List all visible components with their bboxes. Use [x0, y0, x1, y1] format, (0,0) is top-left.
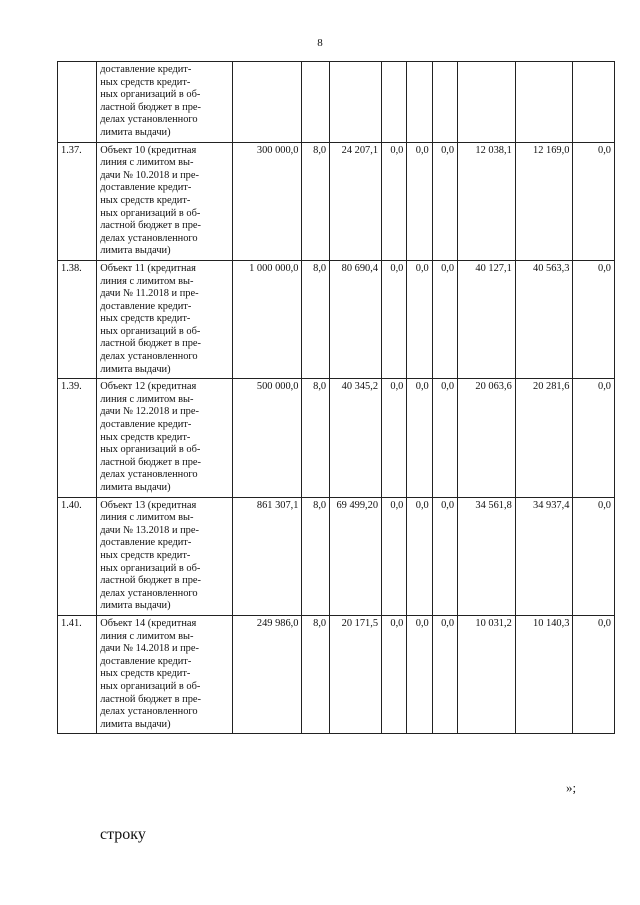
table-cell: [432, 62, 457, 143]
table-cell: [382, 62, 407, 143]
object-name-line: дачи № 11.2018 и пре-: [100, 288, 199, 300]
table-cell: [515, 62, 573, 143]
object-name-line: ных средств кредит-: [100, 313, 191, 325]
object-name-line: линия с лимитом вы-: [100, 157, 194, 169]
object-name-line: ластной бюджет в пре-: [100, 575, 201, 587]
year2-amount: 10 140,3: [515, 615, 573, 733]
interest-amount: 20 171,5: [330, 615, 382, 733]
object-name-line: Объект 13 (кредитная: [100, 499, 197, 511]
object-name-line: ластной бюджет в пре-: [100, 338, 201, 350]
rate-value: 8,0: [302, 260, 330, 378]
object-name-line: лимита выдачи): [100, 718, 171, 730]
rate-value: 8,0: [302, 142, 330, 260]
zero-value: 0,0: [407, 379, 432, 497]
table-cell: [407, 62, 432, 143]
zero-value: 0,0: [432, 497, 457, 615]
object-name-line: дачи № 13.2018 и пре-: [100, 524, 199, 536]
rate-value: 8,0: [302, 497, 330, 615]
interest-amount: 80 690,4: [330, 260, 382, 378]
interest-amount: 24 207,1: [330, 142, 382, 260]
year2-amount: 20 281,6: [515, 379, 573, 497]
object-name-line: лимита выдачи): [100, 363, 171, 375]
zero-value: 0,0: [382, 142, 407, 260]
object-name-line: Объект 12 (кредитная: [100, 381, 197, 393]
zero-value: 0,0: [407, 260, 432, 378]
object-name-line: ных средств кредит-: [100, 549, 191, 561]
object-name-line: ных организаций в об-: [100, 444, 201, 456]
object-name-line: линия с лимитом вы-: [100, 393, 194, 405]
object-name-line: делах установленного: [100, 469, 198, 481]
object-name: [97, 379, 233, 497]
limit-amount: 500 000,0: [233, 379, 302, 497]
rate-value: 8,0: [302, 615, 330, 733]
object-name-line: ных средств кредит-: [100, 431, 191, 443]
object-name: [97, 260, 233, 378]
object-name-line: дачи № 12.2018 и пре-: [100, 406, 199, 418]
year1-amount: 40 127,1: [458, 260, 516, 378]
last-value: 0,0: [573, 260, 615, 378]
table-row: [58, 379, 615, 497]
year1-amount: 34 561,8: [458, 497, 516, 615]
interest-amount: 69 499,20: [330, 497, 382, 615]
limit-amount: 300 000,0: [233, 142, 302, 260]
row-number: 1.40.: [58, 497, 97, 615]
budget-table: [57, 61, 615, 734]
limit-amount: 249 986,0: [233, 615, 302, 733]
continuation-row: [58, 62, 615, 143]
object-name-line: ных организаций в об-: [100, 207, 201, 219]
zero-value: 0,0: [432, 379, 457, 497]
object-name-line: доставление кредит-: [100, 537, 192, 549]
object-name-line: делах установленного: [100, 706, 198, 718]
object-name-line: ных средств кредит-: [100, 194, 191, 206]
zero-value: 0,0: [432, 142, 457, 260]
last-value: 0,0: [573, 142, 615, 260]
zero-value: 0,0: [407, 497, 432, 615]
year2-amount: 40 563,3: [515, 260, 573, 378]
object-name-line: ных организаций в об-: [100, 325, 201, 337]
row-number: 1.38.: [58, 260, 97, 378]
object-name-line: линия с лимитом вы-: [100, 512, 194, 524]
object-name-line: Объект 10 (кредитная: [100, 144, 197, 156]
limit-amount: 1 000 000,0: [233, 260, 302, 378]
zero-value: 0,0: [432, 260, 457, 378]
object-name-line: ных организаций в об-: [100, 680, 201, 692]
limit-amount: 861 307,1: [233, 497, 302, 615]
table-cell: [458, 62, 516, 143]
last-value: 0,0: [573, 379, 615, 497]
zero-value: 0,0: [432, 615, 457, 733]
table-cell: [233, 62, 302, 143]
object-name-line: доставление кредит-: [100, 300, 192, 312]
object-name-line: ластной бюджет в пре-: [100, 220, 201, 232]
table-cell: [573, 62, 615, 143]
object-name: [97, 615, 233, 733]
zero-value: 0,0: [382, 379, 407, 497]
year1-amount: 12 038,1: [458, 142, 516, 260]
year1-amount: 10 031,2: [458, 615, 516, 733]
zero-value: 0,0: [407, 142, 432, 260]
object-name-line: ластной бюджет в пре-: [100, 456, 201, 468]
zero-value: 0,0: [382, 615, 407, 733]
row-number: 1.37.: [58, 142, 97, 260]
rate-value: 8,0: [302, 379, 330, 497]
year1-amount: 20 063,6: [458, 379, 516, 497]
table-row: [58, 497, 615, 615]
interest-amount: 40 345,2: [330, 379, 382, 497]
year2-amount: 12 169,0: [515, 142, 573, 260]
object-name: [97, 142, 233, 260]
bottom-word: строку: [100, 826, 146, 843]
object-name-line: ных средств кредит-: [100, 668, 191, 680]
object-name-line: дачи № 10.2018 и пре-: [100, 169, 199, 181]
object-name-line: ластной бюджет в пре-: [100, 693, 201, 705]
object-name-line: линия с лимитом вы-: [100, 630, 194, 642]
continuation-text: доставление кредит- ных средств кредит- ных организаций в об- ластной бюджет в пре- делах установленного лимита выдачи): [97, 62, 233, 143]
object-name: [97, 497, 233, 615]
object-name-line: делах установленного: [100, 232, 198, 244]
last-value: 0,0: [573, 615, 615, 733]
zero-value: 0,0: [382, 497, 407, 615]
zero-value: 0,0: [382, 260, 407, 378]
zero-value: 0,0: [407, 615, 432, 733]
table-cell: [302, 62, 330, 143]
object-name-line: Объект 14 (кредитная: [100, 617, 197, 629]
object-name-line: линия с лимитом вы-: [100, 275, 194, 287]
table-row: [58, 615, 615, 733]
table-cell: [330, 62, 382, 143]
object-name-line: доставление кредит-: [100, 419, 192, 431]
year2-amount: 34 937,4: [515, 497, 573, 615]
row-number: 1.39.: [58, 379, 97, 497]
closing-quote: »;: [566, 780, 577, 795]
row-number: 1.41.: [58, 615, 97, 733]
object-name-line: делах установленного: [100, 351, 198, 363]
object-name-line: лимита выдачи): [100, 245, 171, 257]
page-number: 8: [317, 37, 323, 49]
table-cell: [58, 62, 97, 143]
last-value: 0,0: [573, 497, 615, 615]
object-name-line: делах установленного: [100, 587, 198, 599]
object-name-line: лимита выдачи): [100, 600, 171, 612]
object-name-line: доставление кредит-: [100, 655, 192, 667]
table-row: [58, 142, 615, 260]
object-name-line: ных организаций в об-: [100, 562, 201, 574]
object-name-line: Объект 11 (кредитная: [100, 262, 196, 274]
object-name-line: лимита выдачи): [100, 482, 171, 493]
object-name-line: доставление кредит-: [100, 182, 192, 194]
object-name-line: дачи № 14.2018 и пре-: [100, 643, 199, 655]
table-row: [58, 260, 615, 378]
